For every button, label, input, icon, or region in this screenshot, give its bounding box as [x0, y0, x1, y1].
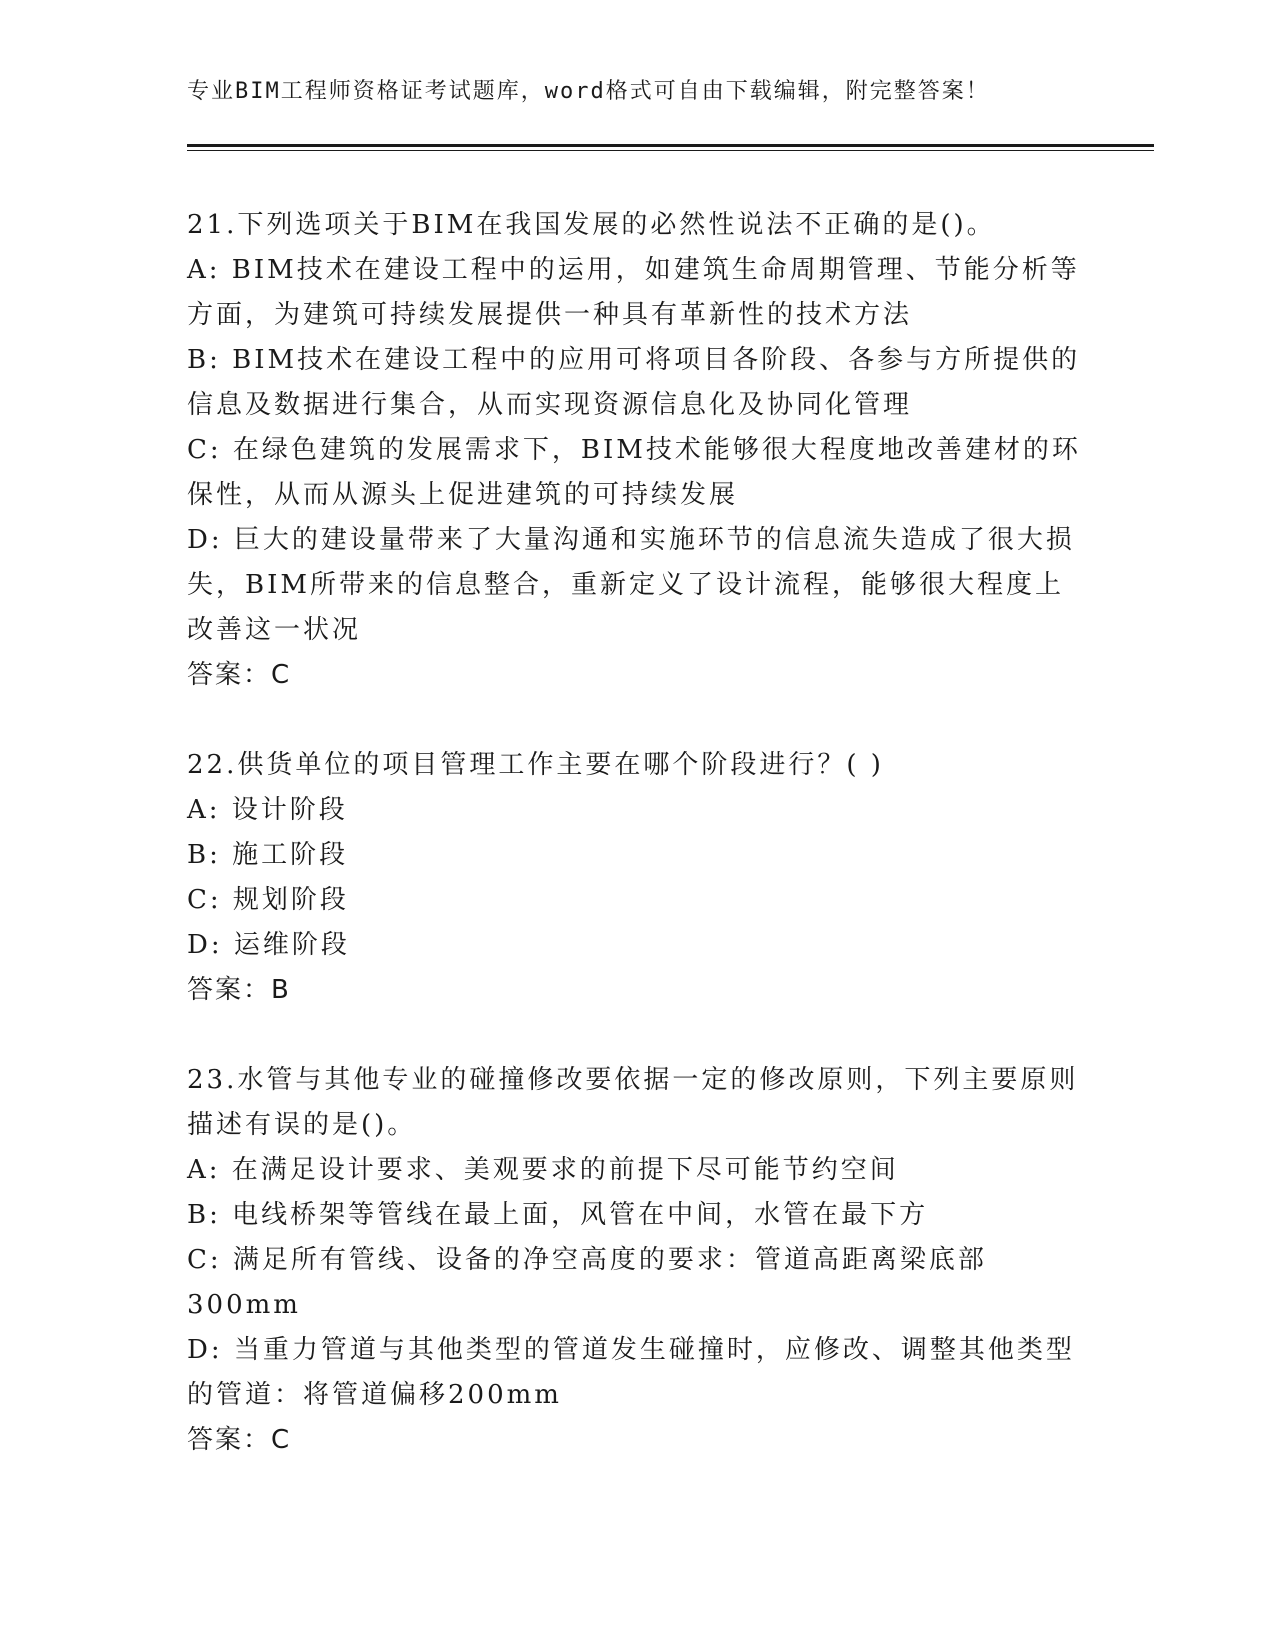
page-header: 专业BIM工程师资格证考试题库，word格式可自由下载编辑，附完整答案！ [187, 79, 990, 104]
spacer [187, 698, 1087, 743]
header-rule-thick [187, 144, 1154, 147]
option-a: A: 在满足设计要求、美观要求的前提下尽可能节约空间 [187, 1155, 899, 1185]
option-d: D: 当重力管道与其他类型的管道发生碰撞时，应修改、调整其他类型的管道：将管道偏移200mm [187, 1335, 1075, 1410]
question-21 [187, 203, 1087, 698]
option-a: A: 设计阶段 [187, 795, 348, 825]
question-stem: 22.供货单位的项目管理工作主要在哪个阶段进行？( ) [187, 750, 884, 780]
question-stem: 23.水管与其他专业的碰撞修改要依据一定的修改原则，下列主要原则描述有误的是()。 [187, 1065, 1079, 1140]
option-c: C: 满足所有管线、设备的净空高度的要求：管道高距离梁底部300mm [187, 1245, 987, 1320]
question-stem: 21.下列选项关于BIM在我国发展的必然性说法不正确的是()。 [187, 210, 996, 240]
answer: 答案：C [187, 660, 292, 690]
option-a: A: BIM技术在建设工程中的运用，如建筑生命周期管理、节能分析等方面，为建筑可持续发展提供一种具有革新性的技术方法 [187, 255, 1080, 330]
spacer [187, 1013, 1087, 1058]
answer: 答案：B [187, 975, 291, 1005]
option-c: C: 规划阶段 [187, 885, 349, 915]
answer: 答案：C [187, 1425, 292, 1455]
question-23 [187, 1058, 1087, 1463]
option-d: D: 巨大的建设量带来了大量沟通和实施环节的信息流失造成了很大损失，BIM所带来的信息整合，重新定义了设计流程，能够很大程度上改善这一状况 [187, 525, 1075, 645]
question-22 [187, 743, 1087, 1013]
question-list [187, 203, 1087, 1463]
option-c: C: 在绿色建筑的发展需求下，BIM技术能够很大程度地改善建材的环保性，从而从源头上促进建筑的可持续发展 [187, 435, 1081, 510]
option-d: D: 运维阶段 [187, 930, 350, 960]
header-rule-thin [187, 150, 1154, 151]
option-b: B: 电线桥架等管线在最上面，风管在中间，水管在最下方 [187, 1200, 929, 1230]
option-b: B: 施工阶段 [187, 840, 349, 870]
option-b: B: BIM技术在建设工程中的应用可将项目各阶段、各参与方所提供的信息及数据进行集合，从而实现资源信息化及协同化管理 [187, 345, 1081, 420]
